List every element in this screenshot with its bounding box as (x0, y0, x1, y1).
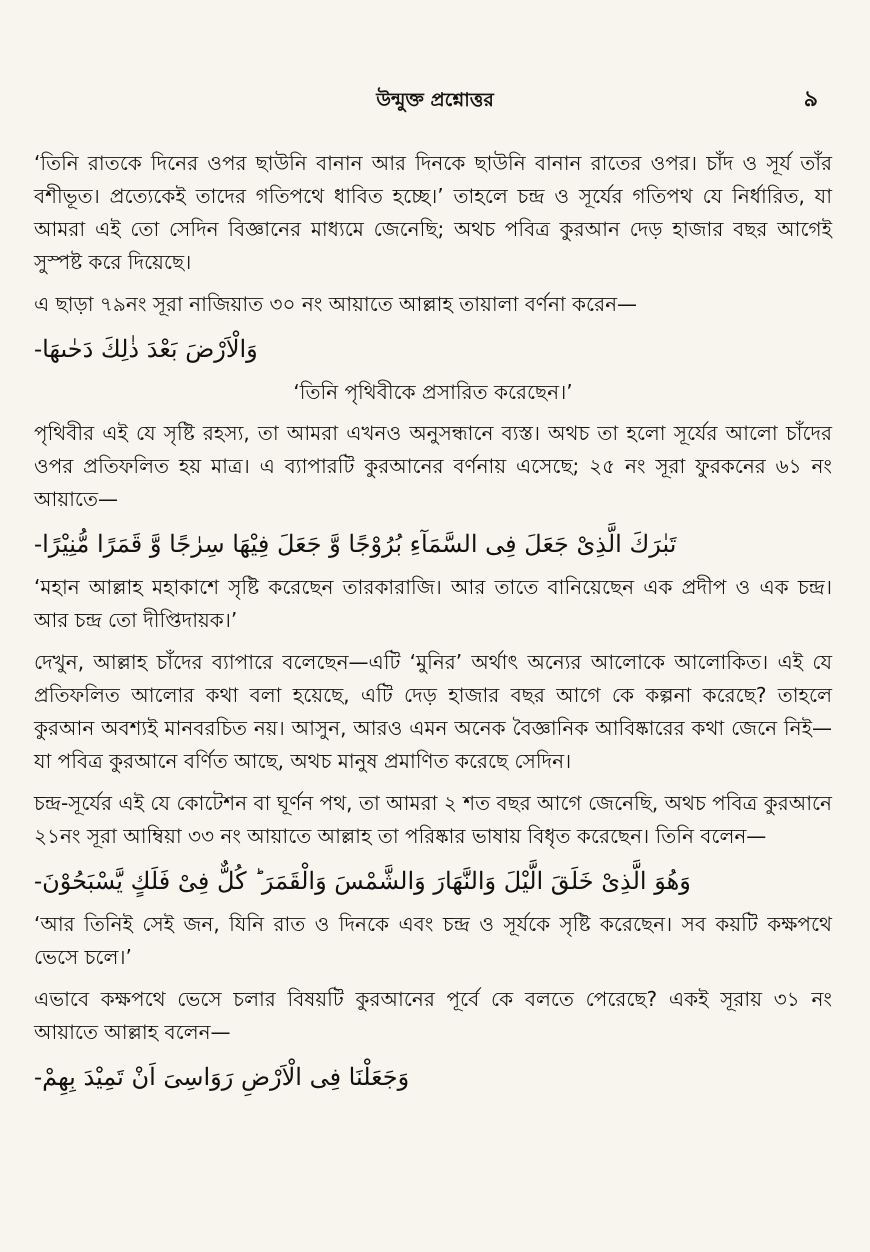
translation-3: ‘আর তিনিই সেই জন, যিনি রাত ও দিনকে এবং চন্দ্র ও সূর্যকে সৃষ্টি করেছেন। সব কয়টি কক্ষপথে ভেসে চলে।’ (34, 912, 832, 969)
page-number: ৯ (803, 87, 818, 112)
paragraph-5: চন্দ্র-সূর্যের এই যে কোটেশন বা ঘূর্ণন পথ, তা আমরা ২ শত বছর আগে জেনেছি, অথচ পবিত্র কুরআনে ২১নং সূরা আম্বিয়া ৩৩ নং আয়াতে আল্লাহ তা পরিষ্কার ভাষায় বিধৃত করেছেন। তিনি বলেন— (34, 791, 832, 848)
page-body (34, 147, 832, 1104)
paragraph-3: পৃথিবীর এই যে সৃষ্টি রহস্য, তা আমরা এখনও অনুসন্ধানে ব্যস্ত। অথচ তা হলো সূর্যের আলো চাঁদের ওপর প্রতিফলিত হয় মাত্র। এ ব্যাপারটি কুরআনের বর্ণনায় এসেছে; ২৫ নং সূরা ফুরকনের ৬১ নং আয়াতে— (34, 421, 832, 511)
page-header (0, 86, 870, 116)
paragraph-4: দেখুন, আল্লাহ চাঁদের ব্যাপারে বলেছেন—এটি ‘মুনির’ অর্থাৎ অন্যের আলোকে আলোকিত। এই যে প্রতিফলিত আলোর কথা বলা হয়েছে, এটি দেড় হাজার বছর আগে কে কল্পনা করেছে? তাহলে কুরআন অবশ্যই মানবরচিত নয়। আসুন, আরও এমন অনেক বৈজ্ঞানিক আবিষ্কারের কথা জেনে নিই—যা পবিত্র কুরআনে বর্ণিত আছে, অথচ মানুষ প্রমাণিত করেছে সেদিন। (34, 650, 832, 773)
arabic-verse-2: تَبٰرَكَ الَّذِىْ جَعَلَ فِى السَّمَآءِ بُرُوْجًا وَّ جَعَلَ فِيْهَا سِرٰجًا وَّ قَمَرًا مُّنِيْرًا- (34, 530, 677, 558)
paragraph-6: এভাবে কক্ষপথে ভেসে চলার বিষয়টি কুরআনের পূর্বে কে বলতে পেরেছে? একই সূরায় ৩১ নং আয়াতে আল্লাহ বলেন— (34, 987, 832, 1044)
translation-2: ‘মহান আল্লাহ মহাকাশে সৃষ্টি করেছেন তারকারাজি। আর তাতে বানিয়েছেন এক প্রদীপ ও এক চন্দ্র। আর চন্দ্র তো দীপ্তিদায়ক।’ (34, 575, 832, 632)
running-title: উন্মুক্ত প্রশ্নোত্তর (376, 89, 494, 111)
arabic-verse-3: وَهُوَ الَّذِىْ خَلَقَ الَّيْلَ وَالنَّهَارَ وَالشَّمْسَ وَالْقَمَرَ ؕ كُلٌّ فِىْ فَلَكٍ يَّسْبَحُوْنَ- (34, 867, 691, 895)
translation-1: ‘তিনি পৃথিবীকে প্রসারিত করেছেন।’ (293, 380, 573, 404)
arabic-verse-1: وَالْاَرْضَ بَعْدَ ذٰلِكَ دَحٰىهَا- (34, 335, 258, 363)
paragraph-1: ‘তিনি রাতকে দিনের ওপর ছাউনি বানান আর দিনকে ছাউনি বানান রাতের ওপর। চাঁদ ও সূর্য তাঁর বশীভূত। প্রত্যেকেই তাদের গতিপথে ধাবিত হচ্ছে।’ তাহলে চন্দ্র ও সূর্যের গতিপথ যে নির্ধারিত, যা আমরা এই তো সেদিন বিজ্ঞানের মাধ্যমে জেনেছি; অথচ পবিত্র কুরআন দেড় হাজার বছর আগেই সুস্পষ্ট করে দিয়েছে। (34, 151, 832, 274)
arabic-verse-4: وَجَعَلْنَا فِى الْاَرْضِ رَوَاسِىَ اَنْ تَمِيْدَ بِهِمْ- (34, 1063, 410, 1091)
paragraph-2: এ ছাড়া ৭৯নং সূরা নাজিয়াত ৩০ নং আয়াতে আল্লাহ তায়ালা বর্ণনা করেন— (34, 292, 638, 316)
